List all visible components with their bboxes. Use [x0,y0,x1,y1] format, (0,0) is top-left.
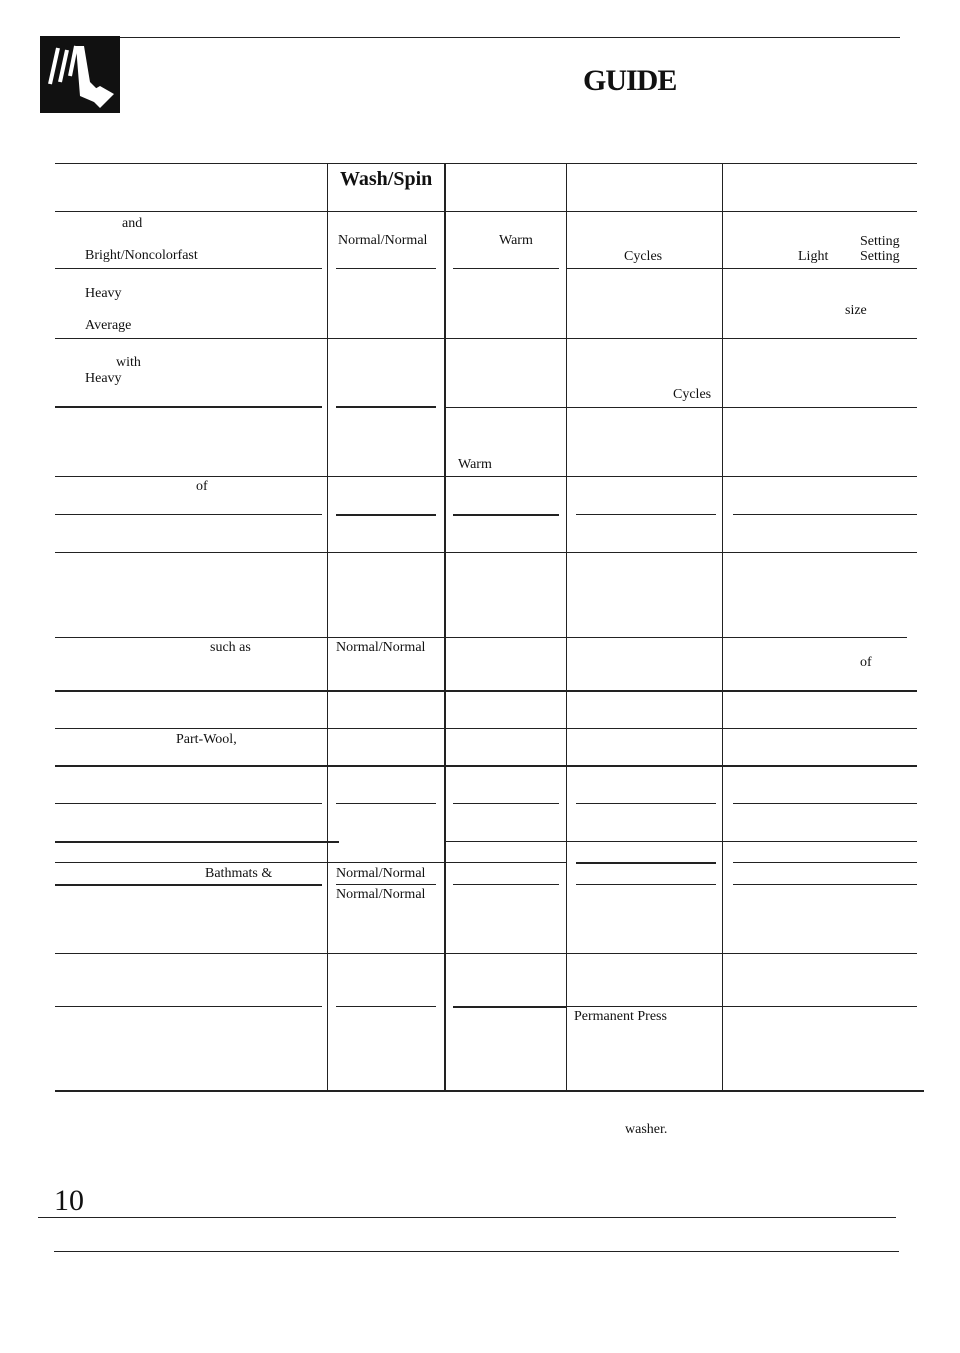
row-rule [55,728,917,729]
row-rule [576,884,716,885]
row-rule [55,1006,322,1007]
row-rule [336,514,436,516]
column-divider-1 [327,163,328,1090]
table-cell: Bright/Noncolorfast [85,248,198,263]
row-rule [55,884,322,886]
row-rule [453,514,559,516]
table-cell: Warm [499,233,533,248]
row-rule [336,268,436,269]
row-rule [55,862,444,863]
hand-pressing-icon [40,36,120,113]
row-rule [453,268,559,269]
row-rule [453,884,559,885]
row-rule [453,803,559,804]
table-cell: Normal/Normal [336,640,426,655]
table-cell: Part-Wool, [176,732,237,747]
row-rule [55,765,917,767]
header-row-rule [55,211,917,212]
row-rule [453,1006,566,1008]
row-rule [55,552,917,553]
header-rule [40,37,900,38]
table-cell: Permanent Press [574,1009,667,1024]
table-cell: Light [798,249,829,264]
table-cell: Cycles [673,387,712,402]
table-top-rule [55,163,917,164]
table-cell: Setting [860,249,900,264]
table-cell: Normal/Normal [336,887,426,902]
row-rule [733,862,917,863]
table-cell: Average [85,318,132,333]
row-rule [576,862,716,864]
row-rule [55,953,917,954]
row-rule [566,1006,917,1007]
table-cell: Warm [458,457,492,472]
column-divider-3 [566,163,567,1090]
table-cell: such as [210,640,251,655]
row-rule [444,841,917,842]
row-rule [576,514,716,515]
column-divider-2 [444,163,446,1090]
table-cell: with [116,355,141,370]
footer-rule [38,1217,896,1218]
row-rule [55,268,322,269]
row-rule [55,514,322,515]
row-rule [55,476,917,477]
column-divider-4 [722,163,723,1090]
row-rule [55,803,322,804]
table-cell: Heavy [85,286,122,301]
row-rule [444,862,566,863]
table-cell: Normal/Normal [336,866,426,881]
row-rule [733,514,917,515]
column-header-wash-spin: Wash/Spin [340,168,433,190]
row-rule [55,406,322,408]
table-cell: Setting [860,234,900,249]
table-cell: of [196,479,208,494]
row-rule [336,1006,436,1007]
table-cell: and [122,216,143,231]
row-rule [336,406,436,408]
table-cell: Bathmats & [205,866,273,881]
table-cell: size [845,303,867,318]
row-rule [55,338,917,339]
table-cell: Normal/Normal [338,233,428,248]
row-rule [336,884,436,885]
row-rule [733,884,917,885]
row-rule [576,803,716,804]
footer-note: washer. [625,1122,668,1137]
row-rule [336,803,436,804]
page-number: 10 [54,1184,84,1217]
row-rule [444,407,917,408]
footer-rule-lower [54,1251,899,1252]
table-bottom-rule [55,1090,924,1092]
table-cell: Heavy [85,371,122,386]
logo [40,36,120,113]
row-rule [55,841,339,843]
row-rule [55,637,907,638]
row-rule [733,803,917,804]
table-cell: Cycles [624,249,663,264]
page-title: GUIDE [583,64,677,97]
table-cell: of [860,655,872,670]
row-rule [55,690,917,692]
row-rule [566,268,917,269]
